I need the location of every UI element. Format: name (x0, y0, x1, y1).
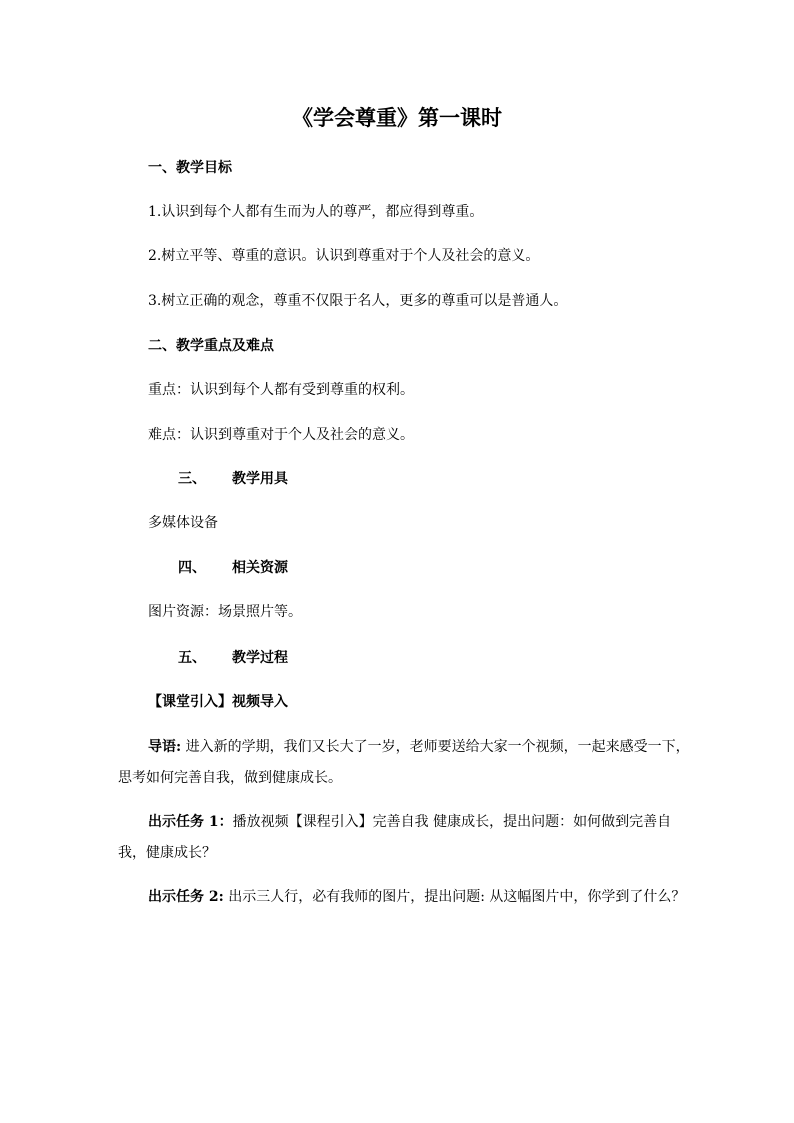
task-2-label: 出示任务 2: (148, 889, 224, 905)
task-2-line (148, 887, 685, 907)
section-3-number: 三、 (178, 471, 206, 487)
section-3-heading: 教学用具 (232, 471, 288, 487)
task-2-text: 出示三人行，必有我师的图片，提出问题: 从这幅图片中，你学到了什么？ (223, 889, 686, 905)
goal-item-2: 2.树立平等、尊重的意识。认识到尊重对于个人及社会的意义。 (148, 248, 540, 264)
section-1-heading: 一、教学目标 (148, 160, 232, 176)
document-title: 《学会尊重》第一课时 (292, 105, 502, 130)
task-1-label: 出示任务 1： (148, 814, 233, 830)
key-point: 重点：认识到每个人都有受到尊重的权利。 (148, 382, 414, 398)
intro-heading: 【课堂引入】视频导入 (148, 694, 288, 710)
task-1-text-1: 播放视频【课程引入】完善自我 健康成长，提出问题：如何做到完善自 (232, 814, 672, 830)
task-1-line-2: 我，健康成长？ (118, 845, 216, 861)
teaching-tools: 多媒体设备 (148, 515, 218, 531)
difficulty-point: 难点：认识到尊重对于个人及社会的意义。 (148, 427, 414, 443)
section-5-number: 五、 (178, 650, 206, 666)
task-1-line-1 (148, 812, 671, 832)
guide-paragraph-line-1 (148, 737, 690, 757)
resources: 图片资源：场景照片等。 (148, 604, 302, 620)
guide-label: 导语: (148, 739, 182, 755)
guide-text-1: 进入新的学期，我们又长大了一岁，老师要送给大家一个视频，一起来感受一下， (181, 739, 690, 755)
section-5-heading: 教学过程 (232, 650, 288, 666)
goal-item-1: 1.认识到每个人都有生而为人的尊严，都应得到尊重。 (148, 204, 484, 220)
goal-item-3: 3.树立正确的观念，尊重不仅限于名人，更多的尊重可以是普通人。 (148, 293, 568, 309)
section-4-heading: 相关资源 (232, 560, 288, 576)
section-4-number: 四、 (178, 560, 206, 576)
section-2-heading: 二、教学重点及难点 (148, 338, 274, 354)
guide-paragraph-line-2: 思考如何完善自我，做到健康成长。 (118, 770, 342, 786)
